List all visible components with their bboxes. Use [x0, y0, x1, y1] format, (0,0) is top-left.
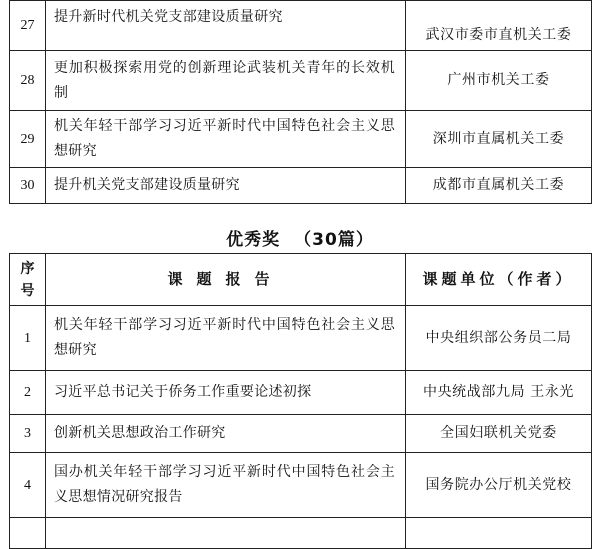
column-header-unit: 课题单位（作者） — [406, 254, 592, 306]
section-heading — [0, 225, 600, 250]
table-row — [10, 371, 592, 415]
report-title: 机关年轻干部学习习近平新时代中国特色社会主义思想研究 — [46, 306, 406, 371]
table-row-partial — [10, 518, 592, 549]
report-unit: 中央统战部九局 王永光 — [406, 371, 592, 415]
report-unit: 中央组织部公务员二局 — [406, 306, 592, 371]
row-number-empty — [10, 518, 46, 549]
row-number: 1 — [10, 306, 46, 371]
section-count: （30篇） — [294, 230, 374, 250]
table-header — [10, 254, 592, 306]
report-title: 提升新时代机关党支部建设质量研究 — [46, 1, 406, 51]
row-number: 28 — [10, 51, 46, 111]
report-unit: 深圳市直属机关工委 — [406, 111, 592, 168]
column-header-title: 课题报告 — [46, 254, 406, 306]
column-header-number — [10, 254, 46, 306]
report-title: 提升机关党支部建设质量研究 — [46, 168, 406, 204]
report-unit: 成都市直属机关工委 — [406, 168, 592, 204]
report-title-empty — [46, 518, 406, 549]
report-title: 更加积极探索用党的创新理论武装机关青年的长效机制 — [46, 51, 406, 111]
report-title: 国办机关年轻干部学习习近平新时代中国特色社会主义思想情况研究报告 — [46, 453, 406, 518]
row-number: 27 — [10, 1, 46, 51]
row-number: 3 — [10, 415, 46, 453]
report-title: 习近平总书记关于侨务工作重要论述初探 — [46, 371, 406, 415]
section-title: 优秀奖 — [226, 230, 281, 250]
report-unit: 全国妇联机关党委 — [406, 415, 592, 453]
table-row — [10, 111, 592, 168]
report-unit-empty — [406, 518, 592, 549]
row-number: 30 — [10, 168, 46, 204]
row-number: 29 — [10, 111, 46, 168]
header-number-line-1: 序 — [20, 260, 35, 277]
report-unit: 武汉市委市直机关工委 — [406, 1, 592, 51]
row-number: 2 — [10, 371, 46, 415]
award-table — [9, 253, 592, 549]
report-unit: 国务院办公厅机关党校 — [406, 453, 592, 518]
table-row — [10, 415, 592, 453]
table-row — [10, 168, 592, 204]
award-table-continued — [9, 0, 592, 204]
header-number-line-2: 号 — [20, 282, 35, 299]
report-title: 机关年轻干部学习习近平新时代中国特色社会主义思想研究 — [46, 111, 406, 168]
report-unit: 广州市机关工委 — [406, 51, 592, 111]
table-row — [10, 51, 592, 111]
table-row — [10, 1, 592, 51]
report-title: 创新机关思想政治工作研究 — [46, 415, 406, 453]
table-row — [10, 453, 592, 518]
table-row — [10, 306, 592, 371]
row-number: 4 — [10, 453, 46, 518]
